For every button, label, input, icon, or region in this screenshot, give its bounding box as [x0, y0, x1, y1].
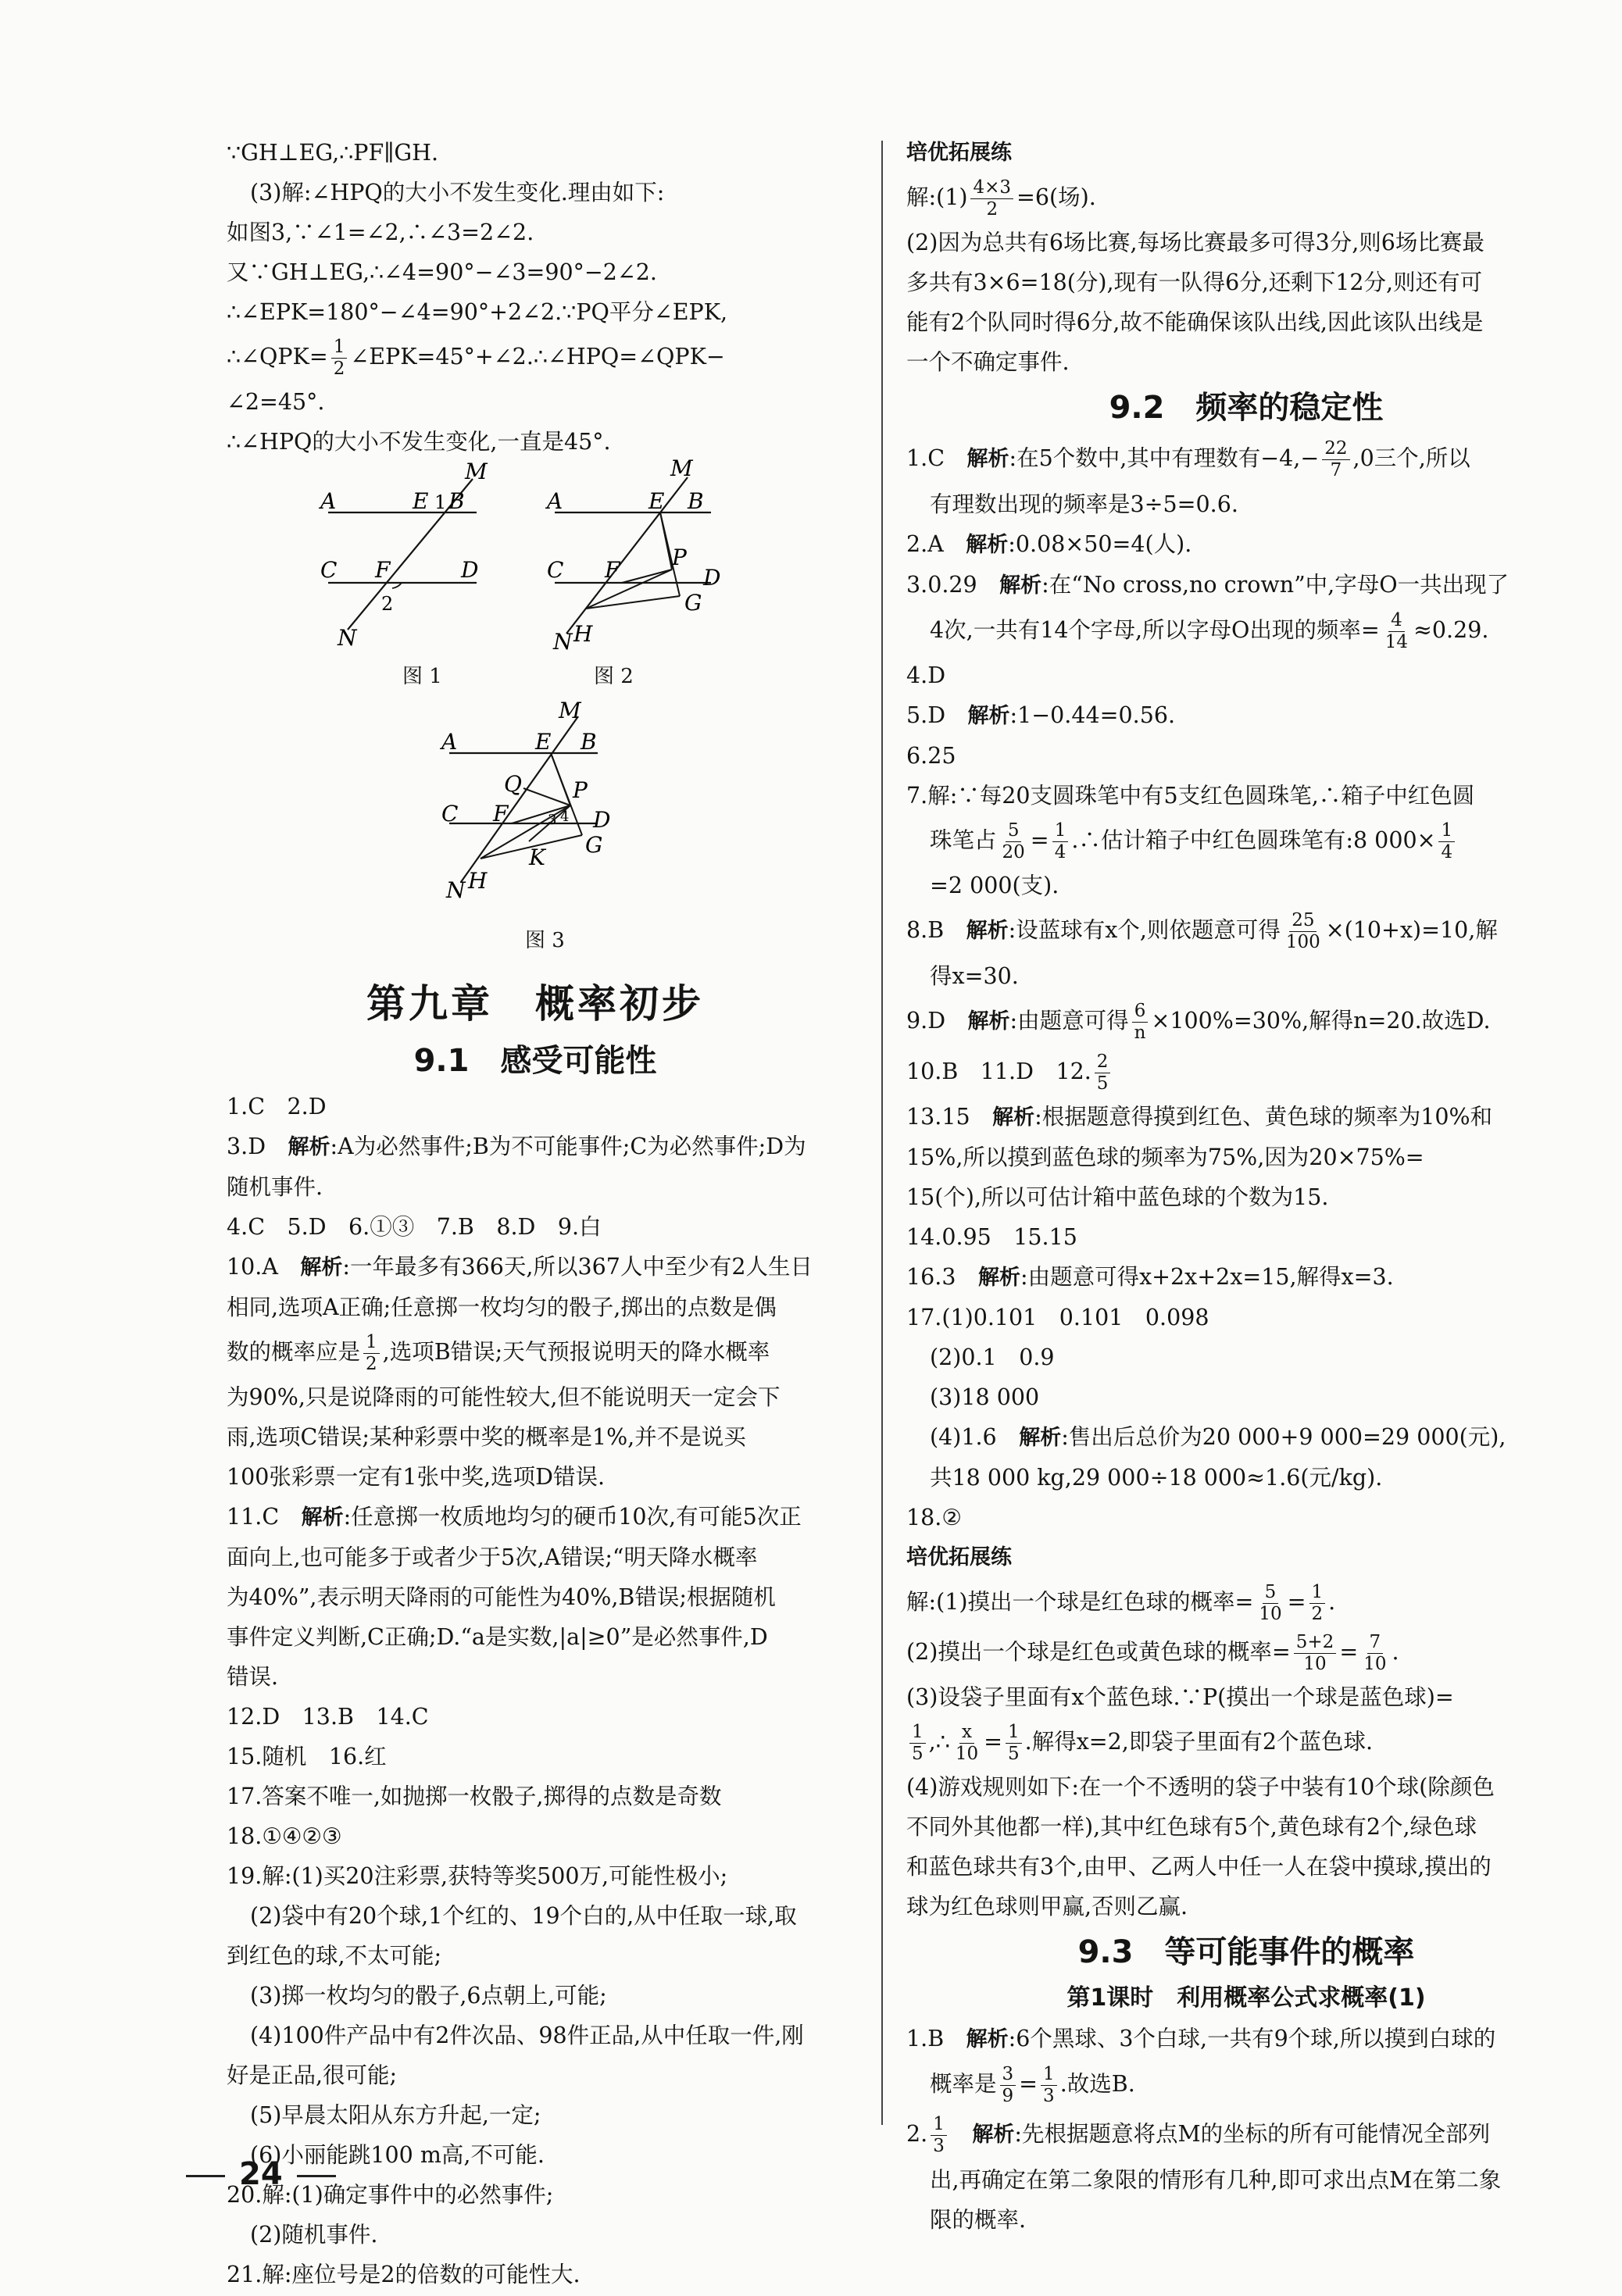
text-line: 限的概率. — [930, 2207, 1027, 2233]
analysis-label: 解析 — [999, 573, 1042, 598]
text-span: . — [1328, 1589, 1336, 1615]
text-span: 1.C — [906, 445, 967, 471]
numerator: 7 — [1367, 1632, 1384, 1654]
label-M: M — [465, 459, 488, 484]
text-line: 4.C 5.D 6.①③ 7.B 8.D 9.白 — [227, 1214, 602, 1240]
fraction — [970, 177, 1013, 220]
text-line: (3)掷一枚均匀的骰子,6点朝上,可能; — [250, 1983, 607, 2009]
text-line: 又∵GH⊥EG,∴∠4=90°−∠3=90°−2∠2. — [227, 259, 657, 285]
text-span: 11.C — [227, 1504, 302, 1530]
figure-3 — [441, 698, 645, 913]
text-line: 为90%,只是说降雨的可能性较大,但不能说明天一定会下 — [227, 1384, 781, 1410]
text-span: 3.0.29 — [906, 572, 1000, 598]
analysis-label: 解析 — [967, 1009, 1010, 1034]
text-span: 8.B — [906, 917, 966, 943]
fraction — [1132, 1001, 1149, 1044]
text-span: .故选B. — [1059, 2071, 1135, 2097]
analysis-label: 解析 — [300, 1255, 343, 1280]
numerator: 1 — [1041, 2064, 1057, 2086]
fraction — [909, 1722, 926, 1765]
label-Q: Q — [504, 771, 522, 797]
text-span: ∠EPK=45°+∠2.∴∠HPQ=∠QPK− — [350, 344, 725, 370]
figure-1 — [320, 459, 523, 651]
text-line: (3)18 000 — [930, 1384, 1040, 1410]
text-line: 一个不确定事件. — [906, 349, 1070, 375]
label-N: N — [338, 625, 357, 651]
text-line: 12.D 13.B 14.C — [227, 1704, 429, 1730]
analysis-label: 解析 — [966, 2027, 1009, 2051]
text-line: (5)早晨太阳从东方升起,一定; — [250, 2102, 541, 2128]
text-line: ∵GH⊥EG,∴PF∥GH. — [227, 140, 439, 166]
label-H: H — [468, 868, 488, 894]
label-H: H — [573, 621, 593, 647]
label-P: P — [573, 777, 588, 803]
label-P: P — [672, 545, 687, 570]
denominator: 9 — [1002, 2086, 1014, 2106]
text-line — [906, 695, 1586, 736]
text-line — [906, 1097, 1586, 1137]
chapter-title: 第九章 概率初步 — [366, 981, 704, 1027]
text-span: ×(10+x)=10,解 — [1325, 917, 1498, 943]
text-span: = — [1339, 1639, 1359, 1665]
text-line: 到红色的球,不太可能; — [227, 1943, 442, 1969]
text-span: (2)摸出一个球是红色或黄色球的概率= — [906, 1639, 1291, 1665]
fraction — [1361, 1632, 1388, 1675]
numerator: x — [959, 1722, 974, 1744]
denominator: 10 — [1303, 1654, 1327, 1674]
text-line: ∴∠EPK=180°−∠4=90°+2∠2.∵PQ平分∠EPK, — [227, 299, 728, 325]
label-F: F — [493, 801, 509, 827]
text-line: 4.D — [906, 662, 946, 688]
text-span: :6个黑球、3个白球,一共有9个球,所以摸到白球的 — [1008, 2026, 1496, 2051]
text-line — [906, 996, 1586, 1047]
fraction — [1309, 1582, 1326, 1625]
label-F: F — [605, 557, 620, 583]
text-line: 多共有3×6=18(分),现有一队得6分,还剩下12分,则还有可 — [906, 270, 1483, 295]
analysis-label: 解析 — [1019, 1426, 1062, 1450]
text-span: 10.A — [227, 1254, 301, 1280]
text-line: (2)0.1 0.9 — [930, 1344, 1055, 1370]
label-A: A — [441, 729, 458, 755]
denominator: 2 — [366, 1354, 377, 1374]
text-line: 面向上,也可能多于或者少于5次,A错误;“明天降水概率 — [227, 1544, 758, 1570]
denominator: 3 — [1043, 2086, 1055, 2106]
denominator: 10 — [1259, 1604, 1282, 1624]
text-line: 20.解:(1)确定事件中的必然事件; — [227, 2182, 554, 2208]
text-line: 如图3,∵∠1=∠2,∴∠3=2∠2. — [227, 220, 534, 245]
text-line — [906, 434, 1586, 484]
fraction — [1294, 1632, 1337, 1675]
text-span: 1.B — [906, 2026, 966, 2051]
right-column — [906, 133, 1586, 2240]
text-line — [906, 1257, 1586, 1298]
label-A: A — [320, 488, 337, 514]
text-line — [906, 1577, 1586, 1627]
geometry-figures — [227, 455, 844, 962]
fraction — [1006, 1722, 1022, 1765]
text-line: 雨,选项C错误;某种彩票中奖的概率是1%,并不是说买 — [227, 1424, 746, 1450]
text-span: 5.D — [906, 702, 968, 728]
text-span: 概率是 — [930, 2071, 997, 2097]
numerator: 3 — [1000, 2064, 1016, 2086]
text-line: 6.25 — [906, 743, 956, 769]
analysis-label: 解析 — [288, 1135, 330, 1159]
fraction — [1322, 438, 1349, 481]
subheading: 培优拓展练 — [906, 141, 1012, 165]
text-line: 事件定义判断,C正确;D.“a是实数,|a|≥0”是必然事件,D — [227, 1624, 768, 1650]
numerator: 2 — [1095, 1052, 1111, 1073]
label-N: N — [446, 877, 466, 903]
analysis-label: 解析 — [972, 2123, 1015, 2147]
denominator: 4 — [1054, 842, 1066, 862]
text-span: . — [1392, 1639, 1399, 1665]
text-line: 15.随机 16.红 — [227, 1744, 387, 1769]
text-span: 3.D — [227, 1134, 288, 1159]
denominator: 4 — [1441, 842, 1453, 862]
text-line: 为40%”,表示明天降雨的可能性为40%,B错误;根据随机 — [227, 1584, 776, 1610]
label-B: B — [688, 488, 704, 514]
numerator: 4×3 — [970, 177, 1013, 199]
fraction — [1383, 610, 1410, 653]
numerator: 5 — [1263, 1582, 1279, 1604]
figure-2 — [547, 455, 750, 657]
text-line — [227, 1327, 844, 1377]
text-span: ,0三个,所以 — [1352, 445, 1470, 471]
denominator: 2 — [986, 199, 999, 220]
label-C: C — [441, 801, 459, 827]
section-title: 9.1 感受可能性 — [413, 1043, 657, 1079]
label-D: D — [461, 557, 479, 583]
label-M: M — [670, 455, 693, 481]
text-line — [906, 2109, 1586, 2160]
fraction — [331, 337, 348, 380]
text-line: 有理数出现的频率是3÷5=0.6. — [930, 491, 1238, 517]
numerator: 4 — [1388, 610, 1405, 632]
text-span: 9.D — [906, 1008, 968, 1034]
text-span: :在“No cross,no crown”中,字母O一共出现了 — [1041, 572, 1509, 598]
text-span: 解:(1)摸出一个球是红色球的概率= — [906, 1589, 1254, 1615]
text-line: 好是正品,很可能; — [227, 2062, 398, 2088]
page-footer — [172, 2156, 350, 2192]
text-line: 错误. — [227, 1664, 279, 1690]
label-E: E — [413, 488, 429, 514]
label-4: 4 — [560, 809, 570, 825]
text-line: 共18 000 kg,29 000÷18 000≈1.6(元/kg). — [930, 1465, 1383, 1491]
text-line: 15%,所以摸到蓝色球的频率为75%,因为20×75%= — [906, 1144, 1424, 1170]
figure-3-caption: 图 3 — [525, 929, 565, 952]
fraction — [1095, 1052, 1111, 1094]
section-title: 9.2 频率的稳定性 — [1109, 390, 1384, 426]
denominator: 2 — [333, 359, 345, 379]
text-line — [906, 605, 1586, 655]
text-span: 珠笔占 — [930, 827, 997, 853]
text-line: 出,再确定在第二象限的情形有几种,即可求出点M在第二象 — [930, 2167, 1502, 2193]
label-E: E — [648, 488, 665, 514]
text-span: ×100%=30%,解得n=20.故选D. — [1151, 1008, 1491, 1034]
label-1: 1 — [434, 491, 447, 513]
text-span: = — [1030, 827, 1049, 853]
numerator: 5+2 — [1294, 1632, 1337, 1654]
text-line: (4)100件产品中有2件次品、98件正品,从中任取一件,刚 — [250, 2023, 804, 2048]
numerator: 1 — [331, 337, 348, 359]
fraction — [1438, 820, 1455, 863]
text-span: 解:(1) — [906, 184, 968, 210]
fraction — [1041, 2064, 1057, 2107]
text-line — [227, 332, 844, 382]
text-span: ,选项B错误;天气预报说明天的降水概率 — [382, 1339, 770, 1365]
numerator: 1 — [363, 1332, 380, 1354]
text-span: 10.B 11.D 12. — [906, 1059, 1091, 1084]
denominator: 10 — [1363, 1654, 1387, 1674]
analysis-label: 解析 — [977, 1266, 1020, 1290]
text-line: 和蓝色球共有3个,由甲、乙两人中任一人在袋中摸球,摸出的 — [906, 1854, 1492, 1880]
denominator: 5 — [912, 1744, 924, 1764]
text-line: 21.解:座位号是2的倍数的可能性大. — [227, 2262, 581, 2287]
text-line — [906, 1417, 1586, 1458]
text-span: 2.A — [906, 531, 966, 557]
numerator: 6 — [1132, 1001, 1149, 1023]
page-number: 24 — [239, 2156, 283, 2192]
denominator: n — [1134, 1023, 1146, 1043]
footer-dash — [297, 2175, 336, 2177]
text-line: 得x=30. — [930, 963, 1019, 989]
denominator: 7 — [1330, 460, 1342, 480]
text-line: 不同外其他都一样),其中红色球有5个,黄色球有2个,绿色球 — [906, 1814, 1477, 1840]
fraction — [953, 1722, 981, 1765]
numerator: 1 — [1052, 820, 1069, 842]
text-line: 7.解:∵每20支圆珠笔中有5支红色圆珠笔,∴箱子中红色圆 — [906, 783, 1475, 809]
numerator: 25 — [1289, 910, 1317, 932]
text-line: 随机事件. — [227, 1174, 323, 1200]
text-line — [906, 905, 1586, 956]
denominator: 5 — [1008, 1744, 1020, 1764]
text-line — [906, 2019, 1586, 2059]
text-line — [906, 1717, 1586, 1767]
numerator: 1 — [909, 1722, 926, 1744]
text-span: 4次,一共有14个字母,所以字母O出现的频率= — [930, 617, 1380, 643]
text-line — [227, 1497, 844, 1537]
analysis-label: 解析 — [992, 1105, 1035, 1130]
text-span: :A为必然事件;B为不可能事件;C为必然事件;D为 — [330, 1134, 806, 1159]
label-3: 3 — [548, 812, 557, 828]
text-span: :1−0.44=0.56. — [1009, 702, 1176, 728]
fraction — [1000, 820, 1027, 863]
text-line: (2)因为总共有6场比赛,每场比赛最多可得3分,则6场比赛最 — [906, 230, 1484, 255]
figure-2-caption: 图 2 — [594, 665, 634, 688]
numerator: 22 — [1322, 438, 1349, 460]
denominator: 10 — [955, 1744, 979, 1764]
denominator: 20 — [1002, 842, 1025, 862]
text-span: :由题意可得 — [1009, 1008, 1129, 1034]
text-line — [906, 1047, 1586, 1097]
text-line: (2)随机事件. — [250, 2222, 378, 2248]
subheading: 培优拓展练 — [906, 1545, 1012, 1569]
text-span: .解得x=2,即袋子里面有2个蓝色球. — [1024, 1729, 1374, 1755]
text-span: :一年最多有366天,所以367人中至少有2人生日 — [342, 1254, 813, 1280]
label-C: C — [320, 557, 338, 583]
label-G: G — [585, 832, 603, 858]
label-B: B — [581, 729, 597, 755]
text-span: 16.3 — [906, 1264, 978, 1290]
denominator: 100 — [1285, 932, 1320, 952]
text-line: 能有2个队同时得6分,故不能确保该队出线,因此该队出线是 — [906, 309, 1484, 335]
footer-dash — [186, 2175, 225, 2177]
text-line — [227, 1127, 844, 1167]
fraction — [1256, 1582, 1284, 1625]
analysis-label: 解析 — [967, 704, 1010, 728]
text-span: :由题意可得x+2x+2x=15,解得x=3. — [1020, 1264, 1394, 1290]
text-span: =6(场). — [1016, 184, 1096, 210]
label-N: N — [553, 629, 573, 655]
section-title: 9.3 等可能事件的概率 — [1077, 1934, 1415, 1970]
denominator: 14 — [1384, 632, 1409, 652]
text-line: 18.①④②③ — [227, 1823, 342, 1849]
text-span: ∴∠QPK= — [227, 344, 328, 370]
text-line: ∴∠HPQ的大小不发生变化,一直是45°. — [227, 429, 611, 455]
label-D: D — [703, 565, 721, 591]
numerator: 1 — [1006, 1722, 1022, 1744]
text-span: (4)1.6 — [930, 1424, 1020, 1450]
text-line — [227, 1247, 844, 1287]
label-G: G — [684, 590, 702, 616]
text-span: 13.15 — [906, 1104, 993, 1130]
numerator: 1 — [1309, 1582, 1326, 1604]
text-line: (2)袋中有20个球,1个红的、19个白的,从中任取一球,取 — [250, 1903, 797, 1929]
text-line: 球为红色球则甲赢,否则乙赢. — [906, 1894, 1188, 1919]
label-C: C — [547, 557, 564, 583]
analysis-label: 解析 — [966, 447, 1009, 471]
fraction — [931, 2114, 947, 2157]
text-line — [906, 816, 1586, 866]
text-line — [906, 1627, 1586, 1677]
text-span: :先根据题意将点M的坐标的所有可能情况全部列 — [1014, 2121, 1491, 2147]
text-line: 100张彩票一定有1张中奖,选项D错误. — [227, 1464, 605, 1490]
text-line: 19.解:(1)买20注彩票,获特等奖500万,可能性极小; — [227, 1863, 728, 1889]
label-M: M — [559, 698, 581, 723]
text-span: .∴估计箱子中红色圆珠笔有:8 000× — [1071, 827, 1436, 853]
text-span: = — [984, 1729, 1003, 1755]
text-span: :在5个数中,其中有理数有−4,− — [1009, 445, 1320, 471]
denominator: 2 — [1311, 1604, 1324, 1624]
text-line — [906, 524, 1586, 565]
numerator: 1 — [931, 2114, 947, 2136]
text-line: 15(个),所以可估计箱中蓝色球的个数为15. — [906, 1184, 1329, 1210]
text-span: :根据题意得摸到红色、黄色球的频率为10%和 — [1034, 1104, 1493, 1130]
figure-1-caption: 图 1 — [402, 665, 442, 688]
text-span: :售出后总价为20 000+9 000=29 000(元), — [1061, 1424, 1506, 1450]
denominator: 3 — [933, 2136, 945, 2156]
text-line: 1.C 2.D — [227, 1094, 327, 1119]
text-line: 18.② — [906, 1505, 962, 1530]
label-A: A — [547, 488, 563, 514]
analysis-label: 解析 — [301, 1505, 344, 1530]
text-line: (3)设袋子里面有x个蓝色球.∵P(摸出一个球是蓝色球)= — [906, 1684, 1454, 1710]
fraction — [363, 1332, 380, 1375]
text-line: (4)游戏规则如下:在一个不透明的袋子中装有10个球(除颜色 — [906, 1774, 1495, 1800]
text-line — [906, 173, 1586, 223]
text-span: :设蓝球有x个,则依题意可得 — [1008, 917, 1281, 943]
label-K: K — [529, 844, 545, 870]
analysis-label: 解析 — [966, 919, 1009, 943]
label-D: D — [593, 807, 611, 833]
left-column — [227, 133, 844, 2294]
fraction — [1284, 910, 1323, 953]
text-span: = — [1287, 1589, 1306, 1615]
lesson-title: 第1课时 利用概率公式求概率(1) — [1066, 1984, 1426, 2012]
text-span: 数的概率应是 — [227, 1339, 361, 1365]
numerator: 5 — [1006, 820, 1022, 842]
text-line — [906, 2059, 1586, 2109]
column-divider — [881, 141, 883, 2125]
text-line: ∠2=45°. — [227, 389, 325, 415]
analysis-label: 解析 — [966, 533, 1009, 557]
fraction — [1000, 2064, 1016, 2107]
text-span: 2. — [906, 2121, 928, 2147]
text-span: = — [1019, 2071, 1038, 2097]
text-line: 14.0.95 15.15 — [906, 1224, 1077, 1250]
text-line: 17.(1)0.101 0.101 0.098 — [906, 1305, 1209, 1330]
text-line: (6)小丽能跳100 m高,不可能. — [250, 2142, 545, 2168]
label-2: 2 — [381, 593, 394, 615]
label-F: F — [375, 557, 391, 583]
numerator: 1 — [1438, 820, 1455, 842]
text-line — [906, 565, 1586, 605]
text-span: ,∴ — [928, 1729, 950, 1755]
text-span: :0.08×50=4(人). — [1008, 531, 1192, 557]
text-span: ≈0.29. — [1413, 617, 1489, 643]
fraction — [1052, 820, 1069, 863]
text-span: :任意掷一枚质地均匀的硬币10次,有可能5次正 — [343, 1504, 802, 1530]
text-line: 17.答案不唯一,如抛掷一枚骰子,掷得的点数是奇数 — [227, 1784, 722, 1809]
label-B: B — [448, 488, 465, 514]
text-line: =2 000(支). — [930, 873, 1059, 898]
text-line: (3)解:∠HPQ的大小不发生变化.理由如下: — [250, 180, 665, 205]
text-line: 相同,选项A正确;任意掷一枚均匀的骰子,掷出的点数是偶 — [227, 1294, 777, 1320]
denominator: 5 — [1096, 1073, 1109, 1094]
label-E: E — [535, 729, 552, 755]
